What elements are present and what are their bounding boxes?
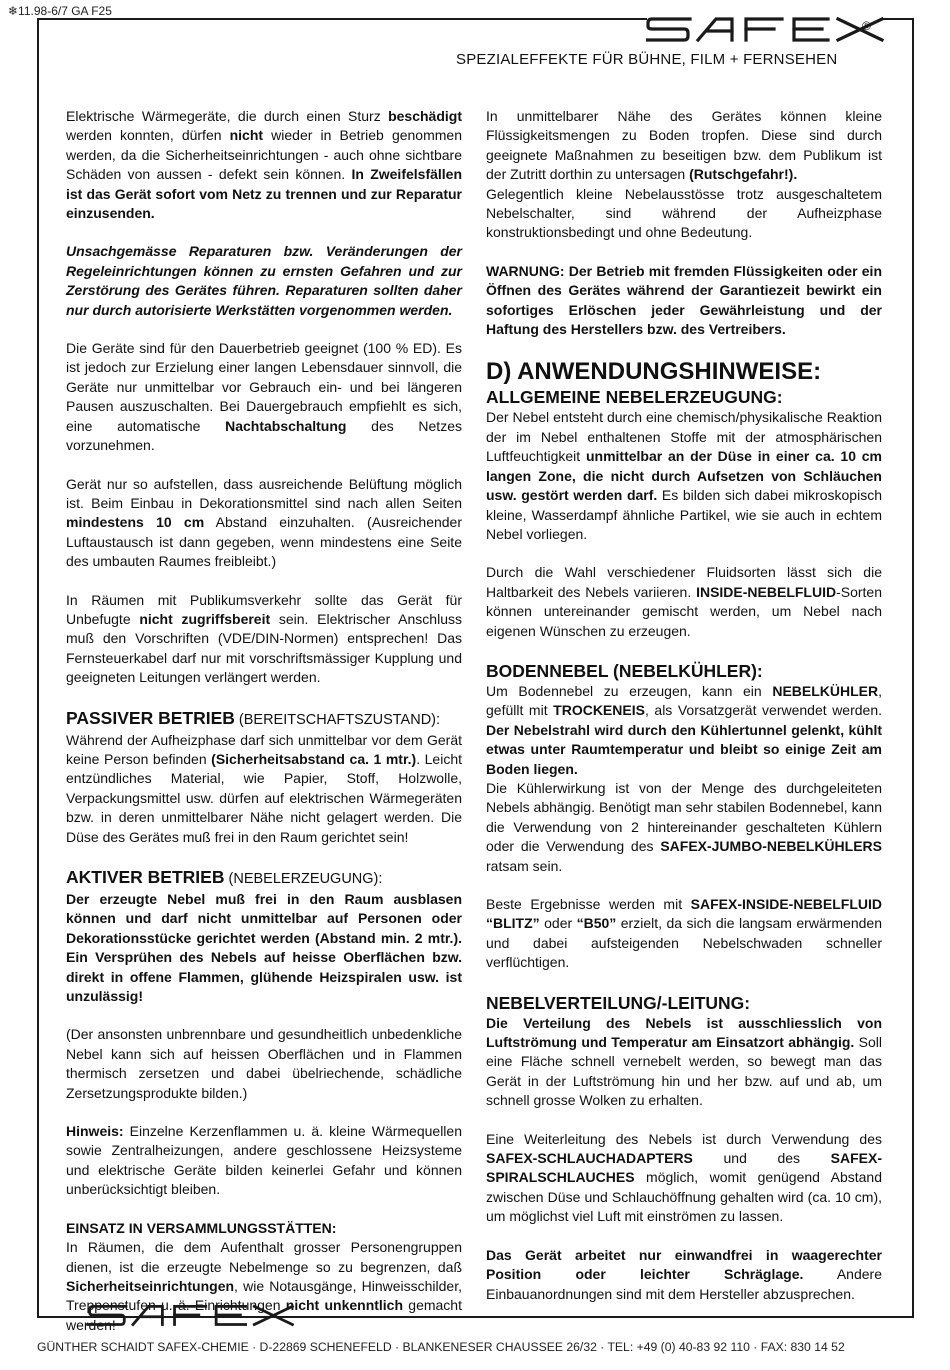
registered-mark: ®	[862, 19, 871, 33]
text-run: ratsam sein.	[486, 857, 563, 874]
text-run: Elektrische Wärmegeräte, die durch einen Sturz	[66, 108, 389, 124]
bold-run: “B50”	[576, 915, 617, 932]
paragraph-mounting-position	[486, 1246, 882, 1304]
text-run: gemacht werden!	[66, 1297, 462, 1333]
text-run: Es bilden sich dabei mikroskopisch kleine, Wasserdampf ähnliche Partikel, wie sie auch in echtem Nebel vorliegen.	[486, 487, 882, 542]
heading-general-fog: ALLGEMEINE NEBELERZEUGUNG:	[486, 387, 783, 408]
text-run: und des	[692, 1150, 831, 1167]
bold-run: beschädigt	[388, 108, 462, 124]
text-run: Einzelne Kerzenflammen u. ä. kleine Wärmequellen sowie Zentralheizungen, andere geschlossene Heizsysteme und elektrische Geräte bilden keinerlei Gefahr und können unberücksichtigt bleiben.	[66, 1123, 462, 1198]
text-run: , wie Notausgänge, Hinweisschilder, Treppenstufen u. ä. Einrichtungen	[66, 1277, 462, 1314]
text-run: Gelegentlich kleine Nebelausstösse trotz ausgeschaltetem Nebelschalter, sind während der Aufheizphase konstruktionsbedingt und ohne Bedeutung.	[486, 185, 882, 241]
text-run: , gefüllt mit	[486, 682, 882, 719]
safex-logo-footer	[84, 1302, 298, 1328]
text-run: Die Kühlerwirkung ist von der Menge des durchgeleiteten Nebels abhängig. Benötigt man sehr stabilen Bodennebel, kann die Verwendung von 2 hintereinander geschalteten Kühlern oder die Verwendung des	[486, 779, 882, 855]
bold-run: nicht	[229, 127, 264, 144]
text-run: , als Vorsatzgerät verwendet werden.	[644, 702, 882, 719]
bold-run: (Rutschgefahr!).	[689, 166, 798, 183]
text-run: Abstand einzuhalten. (Ausreichender Luftaustausch ist dann gegeben, wenn mindestens eine Seite des umbauten Raumes freibleibt.)	[66, 514, 462, 570]
text-run: Gerät nur so aufstellen, dass ausreichende Belüftung möglich ist. Beim Einbau in Dekorationsmittel sind nach allen Seiten	[66, 475, 462, 511]
text-run: Um Bodennebel zu erzeugen, kann ein	[486, 682, 773, 699]
paragraph-ventilation	[66, 475, 462, 572]
paragraph-warranty-warning	[486, 262, 882, 340]
bold-run: SAFEX-INSIDE-NEBELFLUID “BLITZ”	[486, 896, 882, 932]
text-run: Durch die Wahl verschiedener Fluidsorten lässt sich die Haltbarkeit des Nebels variieren.	[486, 564, 882, 600]
right-column	[486, 107, 882, 1304]
heading-subtext: (NEBELERZEUGUNG):	[224, 871, 383, 887]
text-run: des Netzes vorzunehmen.	[66, 417, 462, 454]
bold-run: SAFEX-JUMBO-NEBELKÜHLERS	[660, 838, 882, 855]
text-run: In Räumen, die dem Aufenthalt grosser Personengruppen dienen, ist die erzeugte Nebelmenge so zu begrenzen, daß	[66, 1239, 462, 1275]
bold-italic-run: Unsachgemässe Reparaturen bzw. Veränderungen der Regeleinrichtungen können zu ernsten Gefahren und zur Zerstörung des Gerätes führen. Reparaturen sollten daher nur durch autorisierte Werkstätten vorgenommen werden.	[66, 243, 462, 318]
paragraph-active-operation	[66, 890, 462, 1006]
bold-run: unmittelbar an der Düse in einer ca. 10 cm langen Zone, die nicht durch Aufsetzen von Schläuchen usw. gestört werden darf.	[486, 448, 883, 504]
text-run: möglich, womit genügend Abstand zwischen Düse und Schlauchöffnung gehalten wird (ca. 10 cm), um möglichst viel Luft mit einströmen zu lassen.	[486, 1169, 882, 1225]
bold-run: (Sicherheitsabstand ca. 1 mtr.)	[211, 750, 417, 767]
paragraph-damaged-devices	[66, 107, 462, 223]
bold-run: nicht unkenntlich	[285, 1297, 404, 1314]
text-run: Der Nebel entsteht durch eine chemisch/physikalische Reaktion der im Nebel enthaltenen Stoffe mit der atmosphärischen Luftfeuchtigkeit	[486, 409, 882, 465]
safex-logo-header	[646, 14, 884, 44]
text-run: Die Geräte sind für den Dauerbetrieb geeignet (100 % ED). Es ist jedoch zur Erzielung einer langen Lebensdauer sinnvoll, die Geräte nur unmittelbar vor Gebrauch ein- und bei längeren Pausen auszuschalten. Bei Dauergebrauch empfiehlt es sich, eine automatische	[66, 340, 462, 434]
text-run: Soll eine Fläche schnell vernebelt werden, so bewegt man das Gerät in der Luftströmung hin und her bzw. auf und ab, um schnell grosse Wolken zu erhalten.	[486, 1034, 882, 1109]
page-frame-top-rule	[37, 18, 647, 20]
bold-run: mindestens 10 cm	[66, 514, 205, 531]
heading-text: AKTIVER BETRIEB	[66, 867, 225, 887]
paragraph-repairs-warning	[66, 242, 462, 320]
heading-fog-distribution: NEBELVERTEILUNG/-LEITUNG:	[486, 992, 751, 1013]
bold-run: Die Verteilung des Nebels ist ausschliesslich von Luftströmung und Temperatur am Einsatzort abhängig.	[486, 1014, 882, 1051]
paragraph-ground-fog	[486, 682, 882, 779]
left-column	[66, 107, 462, 1335]
text-run: Eine Weiterleitung des Nebels ist durch Verwendung des	[486, 1130, 882, 1147]
text-run: sein. Elektrischer Anschluss muß den Vorschriften (VDE/DIN-Normen) entsprechen! Das Fernsteuerkabel darf nur mit vorschriftsmässiger Kupplung und geeigneten Leitungen verlängert werden.	[66, 610, 462, 686]
text-run: Während der Aufheizphase darf sich unmittelbar vor dem Gerät keine Person befinden	[66, 731, 462, 767]
bold-run: Hinweis:	[66, 1123, 124, 1140]
text-run: Andere Einbauanordnungen sind mit dem Hersteller abzusprechen.	[486, 1266, 882, 1302]
text-run: Beste Ergebnisse werden mit	[486, 896, 691, 912]
bold-run: Das Gerät arbeitet nur einwandfrei in waagerechter Position oder leichter Schräglage.	[486, 1246, 882, 1283]
paragraph-note	[66, 1122, 462, 1200]
text-run: oder	[539, 915, 577, 932]
text-run: . Leicht entzündliches Material, wie Papier, Stoff, Holzwolle, Verpackungsmittel usw. dürfen auf elektrischen Wärmegeräten bzw. in deren unmittelbarer Nähe nicht gelagert werden. Die Düse des Gerätes muß frei in den Raum gerichtet sein!	[66, 750, 462, 845]
paragraph-fog-distribution	[486, 1014, 882, 1111]
bold-run: INSIDE-NEBELFLUID	[696, 583, 837, 600]
bold-run: SAFEX-SPIRALSCHLAUCHES	[486, 1150, 882, 1186]
paragraph-fluid-types	[486, 563, 882, 641]
paragraph-cooler-effect	[486, 779, 882, 876]
heading-subtext: (BEREITSCHAFTSZUSTAND):	[234, 711, 441, 728]
footer-address: GÜNTHER SCHAIDT SAFEX-CHEMIE · D-22869 SCHENEFELD · BLANKENESER CHAUSSEE 26/32 · TEL: +49 (0) 40-83 92 110 · FAX: 830 14 52	[37, 1340, 845, 1354]
bold-run: Der erzeugte Nebel muß frei in den Raum ausblasen können und darf nicht unmittelbar auf Personen oder Dekorationsstücke gerichtet werden (Abstand min. 2 mtr.). Ein Versprühen des Nebels auf heisse Oberflächen bzw. direkt in offene Flammen, glühende Heizspiralen usw. ist unzulässig!	[66, 891, 462, 1005]
heading-ground-fog: BODENNEBEL (NEBELKÜHLER):	[486, 660, 763, 681]
bold-run: WARNUNG: Der Betrieb mit fremden Flüssigkeiten oder ein Öffnen des Gerätes während der Garantiezeit bewirkt ein sofortiges Erlöschen jeder Gewährleistung und der Haftung des Herstellers bzw. des Vertreibers.	[486, 262, 882, 338]
text-run: erzielt, da sich die langsam erwärmenden und dabei aufsteigenden Nebelschwaden schneller verflüchtigen.	[486, 915, 882, 971]
bold-run: In Zweifelsfällen ist das Gerät sofort vom Netz zu trennen und zur Reparatur einzusenden.	[66, 166, 463, 222]
tagline: SPEZIALEFFEKTE FÜR BÜHNE, FILM + FERNSEHEN	[456, 51, 838, 68]
paragraph-fog-bursts	[486, 185, 882, 243]
paragraph-hose-adapter	[486, 1130, 882, 1227]
paragraph-passive-operation	[66, 731, 462, 847]
bold-run: SAFEX-SCHLAUCHADAPTERS	[486, 1150, 693, 1167]
paragraph-general-fog	[486, 408, 882, 544]
page-frame-top-rule-right	[882, 18, 914, 20]
bold-run: Nachtabschaltung	[225, 417, 347, 434]
bold-run: NEBELKÜHLER	[772, 682, 879, 699]
heading-application-notes: D) ANWENDUNGSHINWEISE:	[486, 358, 822, 386]
paragraph-continuous-operation	[66, 339, 462, 455]
heading-assembly-venues: EINSATZ IN VERSAMMLUNGSSTÄTTEN:	[66, 1219, 337, 1236]
document-code: ❄11.98-6/7 GA F25	[8, 4, 112, 18]
paragraph-public-areas	[66, 591, 462, 688]
bold-run: Der Nebelstrahl wird durch den Kühlertunnel gelenkt, kühlt etwas unter Raumtemperatur und bleibt so einige Zeit am Boden liegen.	[486, 721, 882, 777]
bold-run: TROCKENEIS	[553, 702, 645, 719]
heading-active-operation	[66, 866, 462, 890]
text-run: In Räumen mit Publikumsverkehr sollte das Gerät für Unbefugte	[66, 591, 462, 627]
heading-passive-operation	[66, 707, 462, 731]
paragraph-thermal-decomposition	[66, 1025, 462, 1103]
text-run: In unmittelbarer Nähe des Gerätes können kleine Flüssigkeitsmengen zu Boden tropfen. Diese sind durch geeignete Maßnahmen zu beseitigen bzw. dem Publikum ist der Zutritt dorthin zu untersagen	[486, 108, 882, 183]
text-run: (Der ansonsten unbrennbare und gesundheitlich unbedenkliche Nebel kann sich auf heissen Oberflächen und in Flammen thermisch zersetzen und dabei übelriechende, schädliche Zersetzungsprodukte bilden.)	[66, 1026, 462, 1101]
text-run: wieder in Betrieb genommen werden, da die Sicherheitseinrichtungen - auch ohne sichtbare Schäden von aussen - defekt sein können.	[66, 127, 462, 183]
heading-text: PASSIVER BETRIEB	[66, 707, 235, 728]
paragraph-best-results	[486, 895, 882, 973]
text-run: -Sorten können untereinander gemischt werden, um Nebel nach eigenen Wünschen zu erzeugen.	[486, 583, 882, 639]
bold-run: Sicherheitseinrichtungen	[66, 1277, 235, 1294]
text-run: werden konnten, dürfen	[66, 127, 230, 144]
bold-run: nicht zugriffsbereit	[139, 610, 271, 627]
paragraph-liquid-drops	[486, 107, 882, 185]
